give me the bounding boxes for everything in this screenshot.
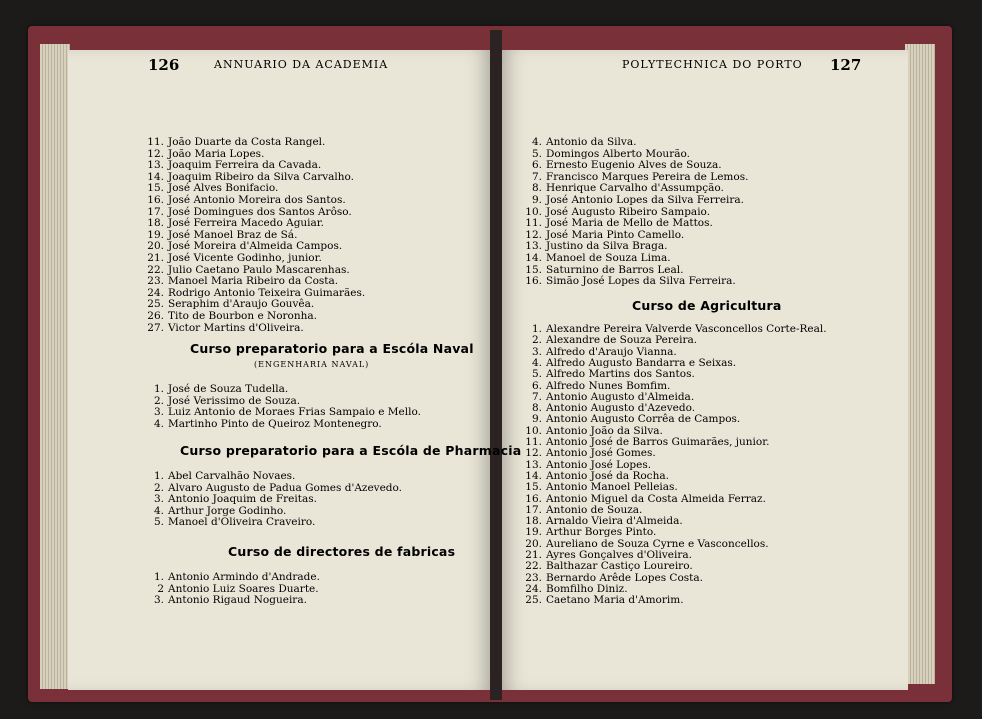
list-item-name: Ayres Gonçalves d'Oliveira. <box>546 549 692 561</box>
list-item-name: Antonio Luiz Soares Duarte. <box>168 582 319 595</box>
running-head-left: ANNUARIO DA ACADEMIA <box>214 58 389 71</box>
list-item-number: 5. <box>531 147 542 160</box>
list-item-name: José Antonio Moreira dos Santos. <box>168 194 346 206</box>
list-item-name: Arthur Borges Pinto. <box>546 526 657 539</box>
list-item-name: Aureliano de Souza Cyrne e Vasconcellos. <box>546 537 769 550</box>
list-item-name: Caetano Maria d'Amorim. <box>546 594 684 607</box>
list-item-number: 17. <box>147 205 164 218</box>
book-gutter <box>490 30 502 700</box>
list-item-number: 13. <box>147 159 164 172</box>
list-item-number: 2 <box>157 582 164 595</box>
list-item-number: 12. <box>525 447 542 460</box>
list-item-name: Joaquim Ribeiro da Silva Carvalho. <box>168 170 355 183</box>
section-title-pharmacia: Curso preparatorio para a Escóla de Pharmacia <box>180 443 522 458</box>
list-item-number: 11. <box>525 436 542 448</box>
list-item-name: Alvaro Augusto de Padua Gomes d'Azevedo. <box>168 481 402 494</box>
list-item-number: 18. <box>525 515 542 528</box>
list-item-name: Bomfilho Diniz. <box>546 582 628 595</box>
list-item-name: Antonio Augusto d'Almeida. <box>546 390 695 403</box>
page-number-right: 127 <box>830 56 862 74</box>
list-item-name: Henrique Carvalho d'Assumpção. <box>546 182 724 195</box>
list-item-number: 8. <box>531 402 542 415</box>
list-item-number: 9. <box>531 194 542 206</box>
list-item-number: 14. <box>525 252 542 264</box>
list-item-name: Arnaldo Vieira d'Almeida. <box>546 515 683 528</box>
list-item <box>520 275 736 288</box>
list-item-name: Antonio Augusto d'Azevedo. <box>546 402 696 415</box>
list-item-number: 1. <box>153 470 164 482</box>
list-item-name: Manoel de Souza Lima. <box>546 252 671 264</box>
list-item-number: 4. <box>153 417 164 430</box>
list-item-number: 19. <box>147 228 164 241</box>
list-item-name: José Alves Bonifacio. <box>168 182 279 195</box>
page-edges-right <box>905 44 935 684</box>
list-item-number: 17. <box>525 503 542 516</box>
list-item-name: Abel Carvalhão Novaes. <box>168 470 296 482</box>
page-edges-left <box>40 44 70 689</box>
list-item-name: Antonio Joaquim de Freitas. <box>168 493 317 506</box>
list-item-name: Saturnino de Barros Leal. <box>546 263 684 276</box>
list-item-number: 5. <box>153 516 164 529</box>
list-item-name: Victor Martins d'Oliveira. <box>168 321 304 334</box>
section-title-agricultura: Curso de Agricultura <box>632 298 782 313</box>
list-item-name: José Moreira d'Almeida Campos. <box>168 240 343 253</box>
list-item-number: 22. <box>147 263 164 276</box>
list-item-name: Arthur Jorge Godinho. <box>168 504 287 517</box>
list-item-number: 13. <box>525 240 542 253</box>
page-number-left: 126 <box>148 56 180 74</box>
list-item-name: Martinho Pinto de Queiroz Montenegro. <box>168 417 382 430</box>
running-head-right: POLYTECHNICA DO PORTO <box>622 58 803 71</box>
list-item-name: Ernesto Eugenio Alves de Souza. <box>546 159 722 172</box>
list-item-name: José Verissimo de Souza. <box>168 394 301 407</box>
list-item-name: José Maria de Mello de Mattos. <box>546 217 713 230</box>
list-item-name: Antonio Armindo d'Andrade. <box>168 571 320 583</box>
list-item-name: João Duarte da Costa Rangel. <box>168 136 326 148</box>
list-item-number: 18. <box>147 217 164 230</box>
list-item-number: 12. <box>147 147 164 160</box>
list-item-number: 10. <box>525 205 542 218</box>
list-item-name: Simão José Lopes da Silva Ferreira. <box>546 275 736 288</box>
list-item-name: Luiz Antonio de Moraes Frias Sampaio e Mello. <box>168 406 421 419</box>
list-item-number: 6. <box>531 379 542 392</box>
list-item <box>142 322 304 335</box>
list-item-number: 2. <box>153 394 164 407</box>
list-item-number: 15. <box>147 182 164 195</box>
list-item-number: 27. <box>147 321 164 334</box>
section-title-naval: Curso preparatorio para a Escóla Naval <box>190 341 474 356</box>
list-item-number: 16. <box>525 275 542 288</box>
list-item-number: 12. <box>525 228 542 241</box>
list-item <box>142 516 315 529</box>
list-item <box>142 418 382 431</box>
list-item <box>142 594 307 607</box>
list-item-number: 20. <box>147 240 164 253</box>
list-item-name: Rodrigo Antonio Teixeira Guimarães. <box>168 286 366 299</box>
list-item-name: Antonio José da Rocha. <box>546 469 669 482</box>
list-item-number: 16. <box>147 194 164 206</box>
list-item-name: Antonio Rigaud Nogueira. <box>168 594 307 607</box>
list-item-number: 4. <box>153 504 164 517</box>
list-item-name: Manoel Maria Ribeiro da Costa. <box>168 275 339 288</box>
list-item-name: Antonio da Silva. <box>546 136 637 148</box>
list-item-number: 1. <box>153 571 164 583</box>
list-item-name: José Maria Pinto Camello. <box>546 228 685 241</box>
list-item-name: Balthazar Castiço Loureiro. <box>546 560 693 573</box>
list-item-name: Alfredo Augusto Bandarra e Seixas. <box>546 356 737 369</box>
list-item-number: 5. <box>531 368 542 381</box>
list-item-number: 2. <box>531 334 542 347</box>
list-item-name: Domingos Alberto Mourão. <box>546 147 690 160</box>
list-item-number: 4. <box>531 136 542 148</box>
list-item-number: 21. <box>147 252 164 264</box>
list-item <box>520 594 684 607</box>
list-item-name: Antonio José de Barros Guimarães, junior. <box>546 436 770 448</box>
list-item-name: Antonio de Souza. <box>546 503 643 516</box>
section-subtitle-naval: (ENGENHARIA NAVAL) <box>254 360 370 369</box>
list-item-name: Justino da Silva Braga. <box>546 240 668 253</box>
list-item-number: 14. <box>147 170 164 183</box>
list-item-number: 10. <box>525 424 542 437</box>
list-item-number: 24. <box>525 582 542 595</box>
list-item-number: 2. <box>153 481 164 494</box>
list-item-number: 25. <box>147 298 164 311</box>
list-item-number: 25. <box>525 594 542 607</box>
list-item-number: 1. <box>531 323 542 335</box>
list-item-number: 26. <box>147 310 164 322</box>
list-item-number: 21. <box>525 549 542 561</box>
section-title-fabricas: Curso de directores de fabricas <box>228 544 456 559</box>
list-item-number: 6. <box>531 159 542 172</box>
list-item-name: José Antonio Lopes da Silva Ferreira. <box>546 194 745 206</box>
list-item-number: 11. <box>525 217 542 230</box>
list-item-name: Alfredo Martins dos Santos. <box>546 368 695 381</box>
list-item-name: Alexandre Pereira Valverde Vasconcellos Corte-Real. <box>546 323 827 335</box>
list-item-number: 4. <box>531 356 542 369</box>
list-item-name: Bernardo Arêde Lopes Costa. <box>546 571 703 584</box>
list-item-number: 1. <box>153 383 164 395</box>
list-item-name: Manoel d'Oliveira Craveiro. <box>168 516 316 529</box>
list-item-number: 3. <box>153 594 164 607</box>
list-item-name: Antonio José Lopes. <box>546 458 652 471</box>
list-item-name: João Maria Lopes. <box>168 147 265 160</box>
list-item-name: Antonio José Gomes. <box>546 447 656 460</box>
list-item-name: José de Souza Tudella. <box>168 383 289 395</box>
list-item-name: Alfredo d'Araujo Vianna. <box>546 345 677 358</box>
list-item-name: Alexandre de Souza Pereira. <box>546 334 698 347</box>
list-item-name: Francisco Marques Pereira de Lemos. <box>546 170 749 183</box>
list-item-name: Antonio João da Silva. <box>546 424 663 437</box>
list-item-number: 15. <box>525 263 542 276</box>
list-item-number: 3. <box>153 493 164 506</box>
list-item-number: 11. <box>147 136 164 148</box>
list-item-number: 7. <box>531 390 542 403</box>
list-item-name: Joaquim Ferreira da Cavada. <box>168 159 322 172</box>
list-item-name: Seraphim d'Araujo Gouvêa. <box>168 298 315 311</box>
list-item-number: 20. <box>525 537 542 550</box>
list-item-name: Antonio Miguel da Costa Almeida Ferraz. <box>546 492 766 505</box>
list-item-number: 14. <box>525 469 542 482</box>
list-item-number: 23. <box>525 571 542 584</box>
list-item-number: 7. <box>531 170 542 183</box>
list-item-name: Antonio Manoel Pelleias. <box>546 481 678 494</box>
list-item-number: 3. <box>153 406 164 419</box>
list-item-name: José Manoel Braz de Sá. <box>168 228 298 241</box>
list-item-name: José Vicente Godinho, junior. <box>168 252 322 264</box>
list-item-name: José Domingues dos Santos Arôso. <box>168 205 352 218</box>
list-item-number: 3. <box>531 345 542 358</box>
list-item-number: 13. <box>525 458 542 471</box>
list-item-name: Antonio Augusto Corrêa de Campos. <box>546 413 741 426</box>
list-item-number: 24. <box>147 286 164 299</box>
list-item-number: 23. <box>147 275 164 288</box>
list-item-name: Alfredo Nunes Bomfim. <box>546 379 671 392</box>
list-item-number: 22. <box>525 560 542 573</box>
list-item-name: Julio Caetano Paulo Mascarenhas. <box>168 263 350 276</box>
list-item-name: José Augusto Ribeiro Sampaio. <box>546 205 711 218</box>
list-item-number: 8. <box>531 182 542 195</box>
list-item-name: Tito de Bourbon e Noronha. <box>168 310 317 322</box>
list-item-number: 16. <box>525 492 542 505</box>
list-item-number: 19. <box>525 526 542 539</box>
list-item-number: 9. <box>531 413 542 426</box>
list-item-name: José Ferreira Macedo Aguiar. <box>168 217 324 230</box>
list-item-number: 15. <box>525 481 542 494</box>
